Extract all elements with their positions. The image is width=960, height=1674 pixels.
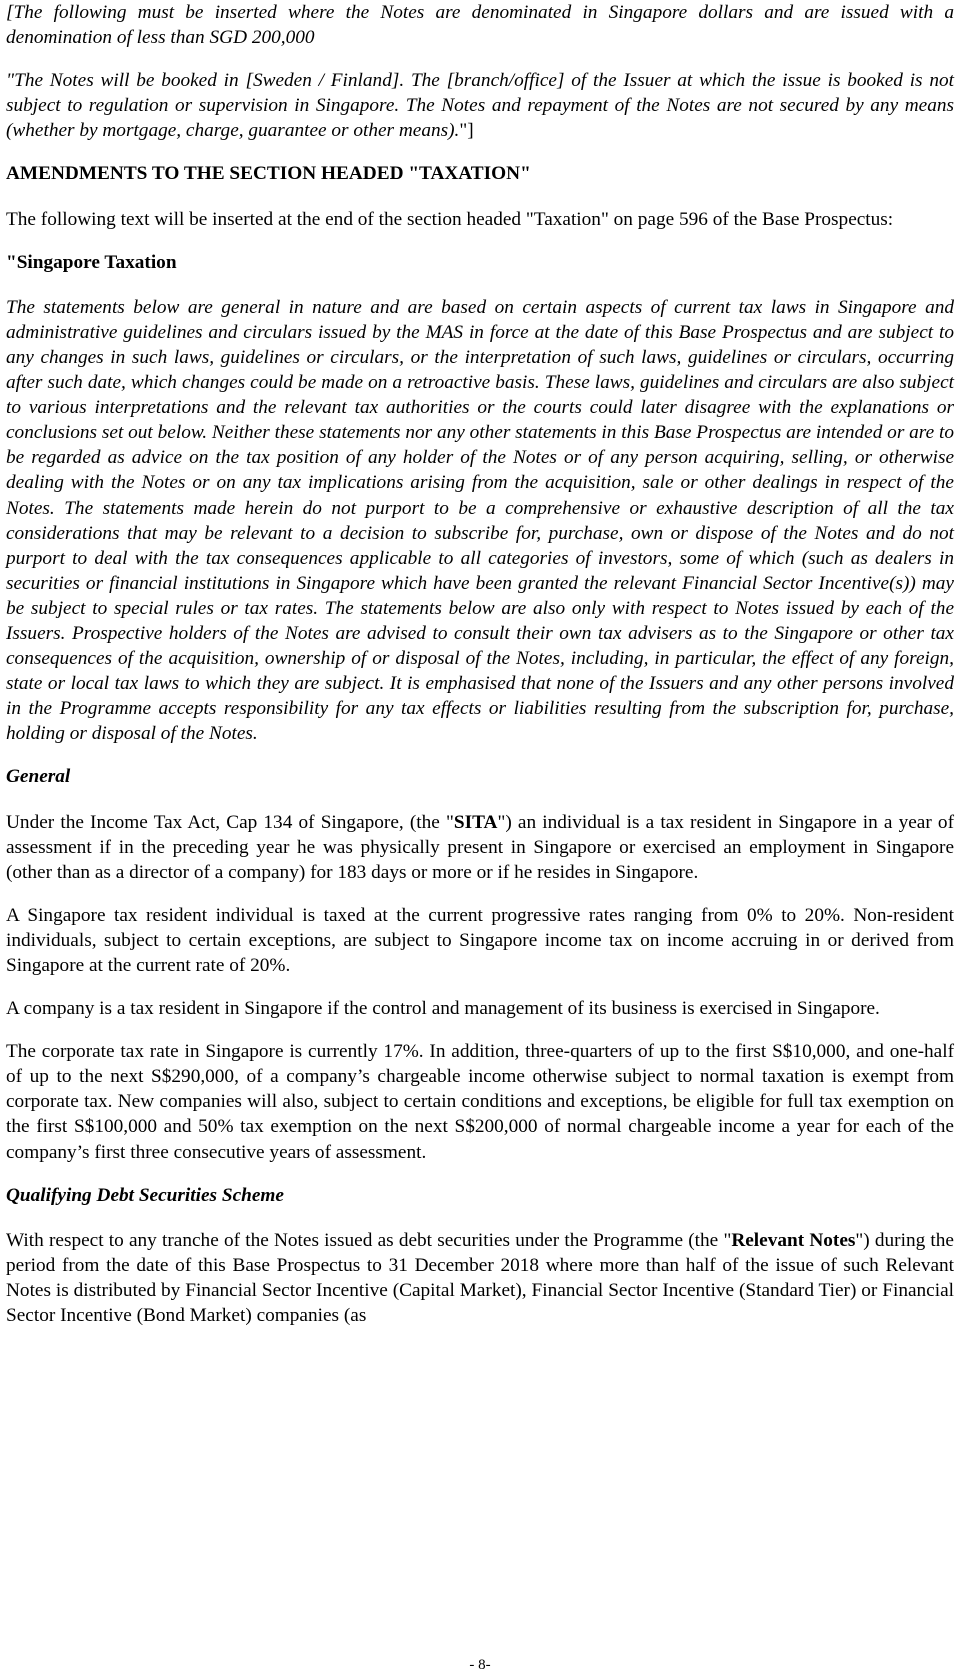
singapore-taxation-heading: "Singapore Taxation bbox=[6, 251, 177, 273]
booking-statement-close: "] bbox=[459, 120, 474, 142]
qdss-paragraph-1: With respect to any tranche of the Notes issued as debt securities under the Programme (the "Relevant Notes") during the period from the date of this Base Prospectus to 31 December 2018 where more than half of the issue of such Relevant Notes is distributed by Financial Sector Incentive (Capital Market), Financial Sector Incentive (Standard Tier) or Financial Sector Incentive (Bond Market) companies (as bbox=[6, 1229, 954, 1327]
disclaimer-paragraph: The statements below are general in nature and are based on certain aspects of current tax laws in Singapore and administrative guidelines and circulars issued by the MAS in force at the date of this Base Prospectus and are subject to any changes in such laws, guidelines or circulars, or the interpretation of such laws, guidelines or circulars, occurring after such date, which changes could be made on a retroactive basis. These laws, guidelines and circulars are also subject to various interpretations and the relevant tax authorities or the courts could later disagree with the explanations or conclusions set out below. Neither these statements nor any other statements in this Base Prospectus are intended or are to be regarded as advice on the tax position of any holder of the Notes or of any person acquiring, selling, or otherwise dealing with the Notes or on any tax implications arising from the acquisition, sale or other dealings in respect of the Notes. The statements made herein do not purport to be a comprehensive or exhaustive description of all the tax considerations that may be relevant to a decision to subscribe for, purchase, own or dispose of the Notes and do not purport to deal with the tax consequences applicable to all categories of investors, some of which (such as dealers in securities or financial institutions in Singapore which have been granted the relevant Financial Sector Incentive(s)) may be subject to special rules or tax rates. The statements below are also only with respect to Notes issued by each of the Issuers. Prospective holders of the Notes are advised to consult their own tax advisers as to the Singapore or other tax consequences of the acquisition, ownership of or disposal of the Notes, including, in particular, the effect of any foreign, state or local tax laws to which they are subject. It is emphasised that none of the Issuers and any other persons involved in the Programme accepts responsibility for any tax effects or liabilities resulting from the subscription for, purchase, holding or disposal of the Notes. bbox=[6, 296, 954, 745]
booking-statement-text: "The Notes will be booked in [Sweden / Finland]. The [branch/office] of the Issuer at which the issue is booked is not subject to regulation or supervision in Singapore. The Notes and repayment of the Notes are not secured by any means (whether by mortgage, charge, guarantee or other means). bbox=[6, 70, 954, 142]
general-paragraph-1: Under the Income Tax Act, Cap 134 of Singapore, (the "SITA") an individual is a tax resident in Singapore in a year of assessment if in the preceding year he was physically present in Singapore or exercised an employment in Singapore (other than as a director of a company) for 183 days or more or if he resides in Singapore. bbox=[6, 811, 954, 883]
general-paragraph-3: A company is a tax resident in Singapore if the control and management of its business is exercised in Singapore. bbox=[6, 998, 880, 1020]
booking-statement bbox=[6, 68, 954, 143]
qdss-heading: Qualifying Debt Securities Scheme bbox=[6, 1184, 284, 1206]
general-paragraph-2: A Singapore tax resident individual is taxed at the current progressive rates ranging from 0% to 20%. Non-resident individuals, subject to certain exceptions, are subject to Singapore income tax on income accruing in or derived from Singapore at the current rate of 20%. bbox=[6, 904, 954, 976]
page-number: - 8- bbox=[469, 1657, 491, 1673]
general-paragraph-4: The corporate tax rate in Singapore is currently 17%. In addition, three-quarters of up to the first S$10,000, and one-half of up to the next S$290,000, of a company’s chargeable income otherwise subject to normal taxation is exempt from corporate tax. New companies will also, subject to certain conditions and exceptions, be eligible for full tax exemption on the first S$100,000 and 50% tax exemption on the next S$200,000 of normal chargeable income a year for each of the company’s first three consecutive years of assessment. bbox=[6, 1041, 954, 1163]
general-heading: General bbox=[6, 766, 71, 788]
sita-term: SITA bbox=[453, 811, 498, 833]
relevant-notes-term: Relevant Notes bbox=[731, 1229, 856, 1251]
intro-instruction-text: [The following must be inserted where the Notes are denominated in Singapore dollars and are issued with a denomination of less than SGD 200,000 bbox=[6, 2, 954, 49]
document-page bbox=[6, 0, 954, 1346]
intro-instruction bbox=[6, 0, 954, 50]
section-heading: AMENDMENTS TO THE SECTION HEADED "TAXATION" bbox=[6, 163, 531, 185]
section-intro: The following text will be inserted at the end of the section headed "Taxation" on page 596 of the Base Prospectus: bbox=[6, 208, 894, 230]
